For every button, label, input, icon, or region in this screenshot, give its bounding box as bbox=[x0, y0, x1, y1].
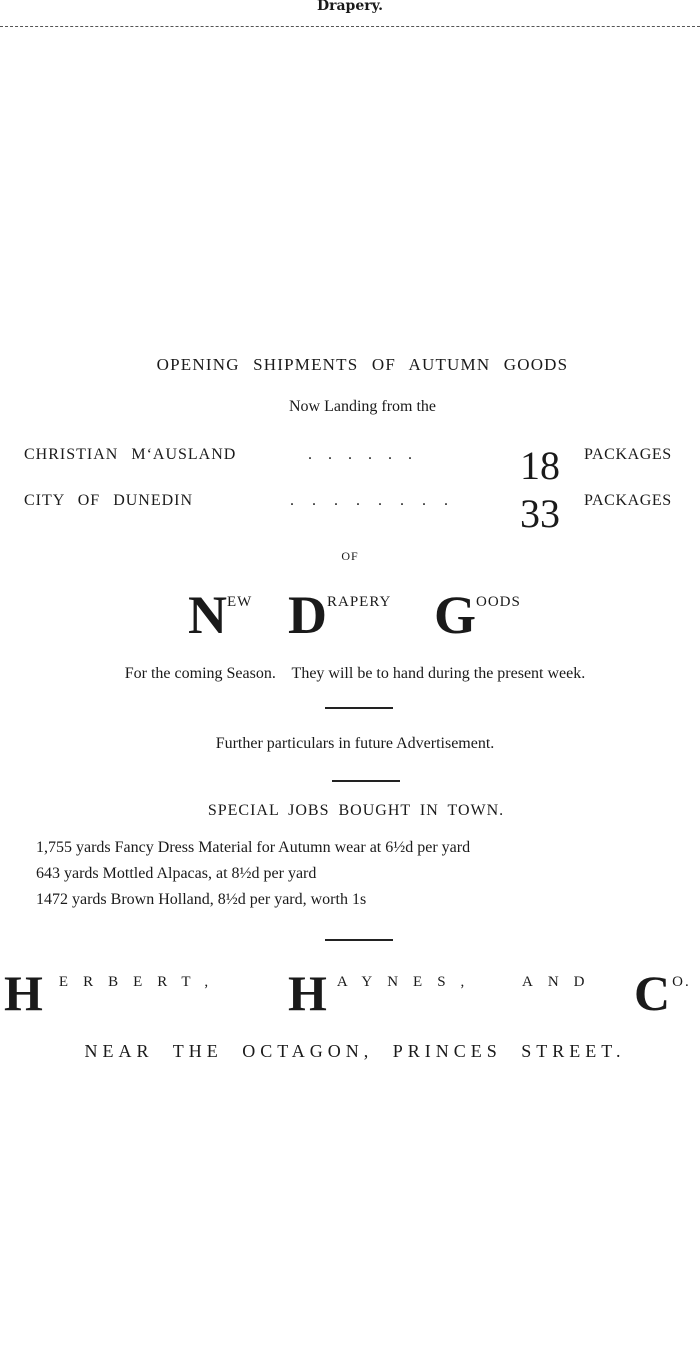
header-rule bbox=[0, 26, 700, 27]
ship-name: CITY OF DUNEDIN bbox=[24, 492, 194, 509]
word-rest: OODS bbox=[476, 594, 521, 610]
drop-initial: C bbox=[634, 965, 671, 1021]
advert-heading: OPENING SHIPMENTS OF AUTUMN GOODS bbox=[156, 355, 569, 374]
firm-word bbox=[522, 968, 600, 991]
word-rest: ERBERT, bbox=[58, 974, 224, 990]
drop-initial: H bbox=[288, 965, 327, 1021]
job-line: 643 yards Mottled Alpacas, at 8½d per yard bbox=[36, 865, 317, 882]
firm-word bbox=[634, 965, 691, 1021]
firm-word bbox=[288, 965, 480, 1021]
word-rest: AYNES, bbox=[336, 974, 480, 990]
drop-initial: D bbox=[288, 585, 327, 645]
goods-title-word bbox=[434, 585, 521, 648]
word-rest: RAPERY bbox=[327, 594, 392, 610]
word-rest: EW bbox=[227, 594, 253, 610]
firm-address: NEAR THE OCTAGON, PRINCES STREET. bbox=[84, 1041, 626, 1061]
goods-title-word bbox=[288, 585, 392, 648]
package-unit: PACKAGES bbox=[584, 446, 672, 463]
leader-dots: . . . . . . . . bbox=[290, 492, 448, 509]
leader-dots: . . . . . . bbox=[308, 446, 412, 463]
connector-word: OF bbox=[341, 549, 359, 563]
ship-name: CHRISTIAN M‘AUSLAND bbox=[24, 446, 237, 463]
drop-initial: H bbox=[4, 965, 43, 1021]
divider-rule bbox=[325, 707, 393, 709]
shipment-row bbox=[24, 443, 700, 488]
package-count: 33 bbox=[520, 491, 560, 536]
drop-initial: N bbox=[188, 585, 227, 645]
shipment-row bbox=[24, 491, 700, 536]
drop-initial: G bbox=[434, 585, 477, 645]
goods-title-word bbox=[188, 585, 253, 648]
firm-name bbox=[0, 965, 700, 1028]
divider-rule bbox=[325, 939, 393, 941]
firm-word bbox=[4, 965, 224, 1021]
word-rest: AND bbox=[522, 974, 600, 990]
further-particulars: Further particulars in future Advertisement. bbox=[215, 735, 495, 752]
package-count: 18 bbox=[520, 443, 560, 488]
word-rest: O. bbox=[672, 974, 691, 990]
job-line: 1,755 yards Fancy Dress Material for Autumn wear at 6½d per yard bbox=[36, 839, 471, 856]
package-unit: PACKAGES bbox=[584, 492, 672, 509]
season-line: For the coming Season. They will be to hand during the present week. bbox=[124, 665, 586, 682]
advert-subheading: Now Landing from the bbox=[288, 398, 437, 415]
divider-rule bbox=[332, 780, 400, 782]
section-label: Drapery. bbox=[316, 0, 384, 14]
special-jobs-heading: SPECIAL JOBS BOUGHT IN TOWN. bbox=[207, 802, 505, 819]
job-line: 1472 yards Brown Holland, 8½d per yard, worth 1s bbox=[36, 891, 367, 908]
